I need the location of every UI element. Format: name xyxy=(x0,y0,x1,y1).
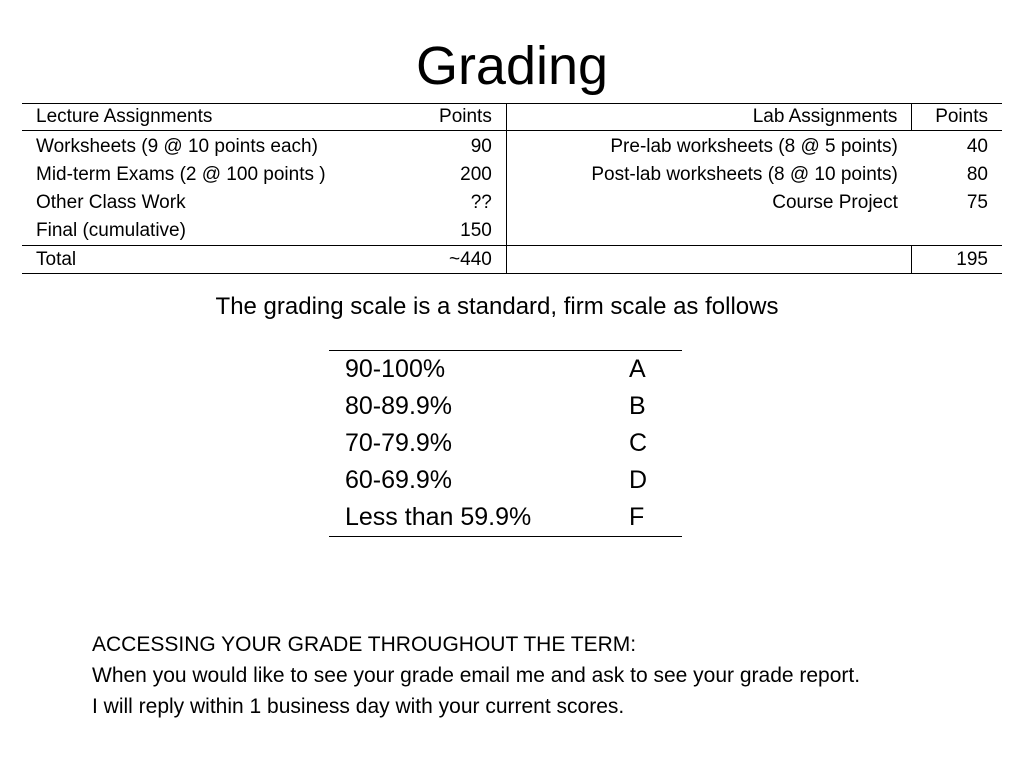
grade-range: 80-89.9% xyxy=(345,392,453,420)
table-row xyxy=(22,131,1002,162)
letter-grade: C xyxy=(629,429,648,457)
lab-item-points: 75 xyxy=(966,192,988,213)
grade-access-line: I will reply within 1 business day with your current scores. xyxy=(92,695,625,718)
lab-points-header: Points xyxy=(912,104,1002,131)
lecture-item: Worksheets (9 @ 10 points each) xyxy=(36,136,318,157)
grading-scale-row xyxy=(329,462,682,499)
table-row xyxy=(22,161,1002,189)
letter-grade: D xyxy=(629,466,648,494)
table-row xyxy=(22,217,1002,246)
grade-access-heading: ACCESSING YOUR GRADE THROUGHOUT THE TERM: xyxy=(92,633,637,656)
grade-access-note xyxy=(92,629,992,722)
lab-item-points xyxy=(912,217,1002,246)
grade-access-line: When you would like to see your grade email me and ask to see your grade report. xyxy=(92,664,861,687)
lecture-item-points: 150 xyxy=(416,217,506,246)
lab-item: Course Project xyxy=(772,192,898,213)
letter-grade: A xyxy=(629,355,646,383)
lecture-item: Final (cumulative) xyxy=(36,220,186,241)
lecture-item-points: ?? xyxy=(416,189,506,217)
grading-scale-row xyxy=(329,425,682,462)
lecture-total-points: ~440 xyxy=(416,246,506,274)
grade-range: Less than 59.9% xyxy=(345,503,532,531)
grade-range: 60-69.9% xyxy=(345,466,453,494)
lab-item xyxy=(506,217,912,246)
letter-grade: F xyxy=(629,503,645,531)
grade-range: 70-79.9% xyxy=(345,429,453,457)
lecture-item: Mid-term Exams (2 @ 100 points ) xyxy=(36,164,326,185)
lab-item: Pre-lab worksheets (8 @ 5 points) xyxy=(610,136,898,157)
grading-scale-intro: The grading scale is a standard, firm scale as follows xyxy=(215,293,779,320)
lab-total-label xyxy=(506,246,912,274)
lab-total-points: 195 xyxy=(912,246,1002,274)
total-row xyxy=(22,246,1002,274)
lecture-assignments-header: Lecture Assignments xyxy=(22,104,416,131)
points-table xyxy=(22,103,1002,274)
lab-item: Post-lab worksheets (8 @ 10 points) xyxy=(591,164,898,185)
total-label: Total xyxy=(22,246,416,274)
lab-assignments-header: Lab Assignments xyxy=(506,104,912,131)
lab-item-points: 40 xyxy=(966,136,988,157)
letter-grade: B xyxy=(629,392,646,420)
grading-scale-table xyxy=(329,350,682,537)
grading-scale-row xyxy=(329,351,682,389)
grade-range: 90-100% xyxy=(345,355,446,383)
grading-scale-row xyxy=(329,499,682,537)
table-row xyxy=(22,189,1002,217)
points-table-header-row xyxy=(22,104,1002,131)
lecture-points-header: Points xyxy=(416,104,506,131)
lab-item-points: 80 xyxy=(966,164,988,185)
lecture-item-points: 200 xyxy=(416,161,506,189)
slide-title: Grading xyxy=(415,36,609,96)
lecture-item: Other Class Work xyxy=(36,192,186,213)
lecture-item-points: 90 xyxy=(416,131,506,162)
grading-scale-row xyxy=(329,388,682,425)
